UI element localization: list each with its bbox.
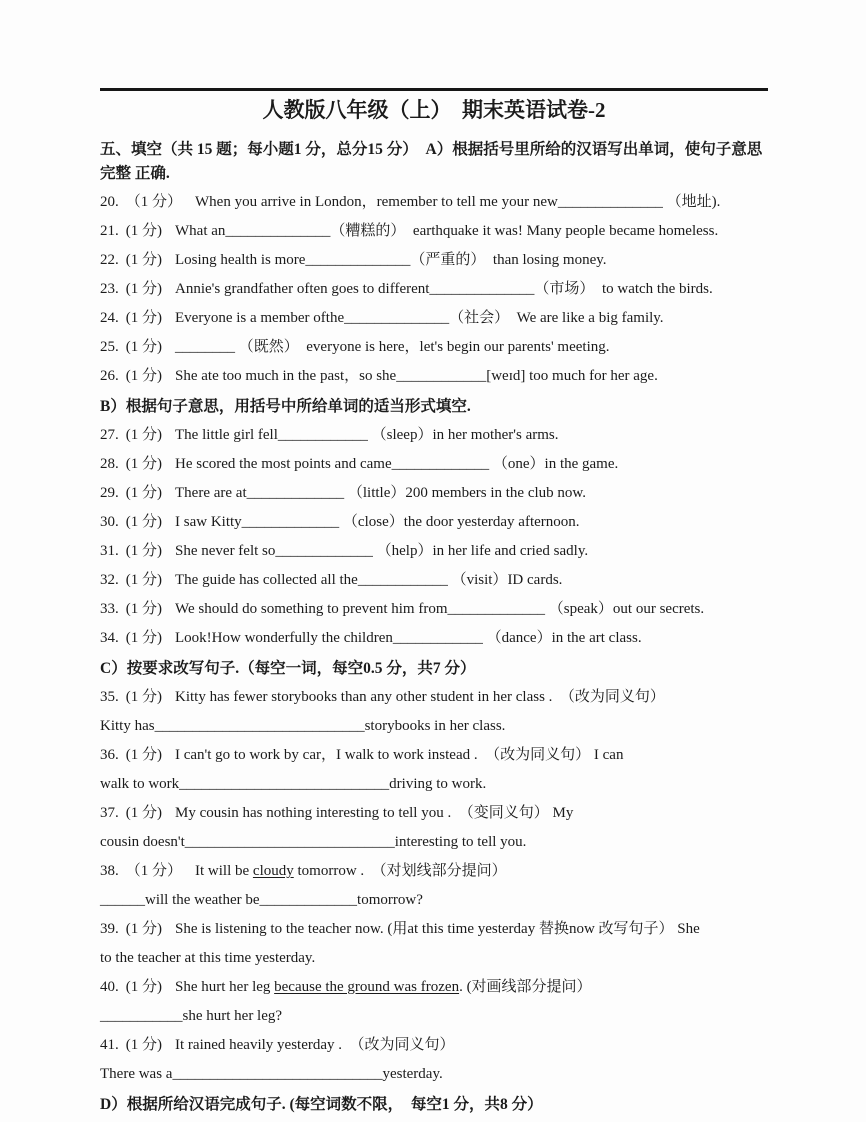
question-line <box>100 919 768 939</box>
question-score: (1 分) <box>125 747 162 763</box>
question-34 <box>100 628 768 648</box>
question-number: 28. <box>100 456 119 472</box>
question-line <box>100 279 768 299</box>
question-score: (1 分) <box>125 979 162 995</box>
chinese-hint: （糟糕的） <box>330 223 398 239</box>
question-40 <box>100 977 768 1026</box>
question-number: 27. <box>100 427 119 443</box>
question-line <box>100 832 768 852</box>
question-28 <box>100 454 768 474</box>
chinese-hint: （改为同义句） <box>357 1037 455 1053</box>
answer-blank: ______________ <box>305 252 411 268</box>
question-29 <box>100 483 768 503</box>
question-score: (1 分) <box>125 572 162 588</box>
question-text: everyone is here，let's begin our parents' meeting. <box>291 339 610 355</box>
question-line <box>100 454 768 474</box>
question-text: She ate too much in the past，so she <box>175 368 397 384</box>
question-26 <box>100 366 768 386</box>
question-number: 31. <box>100 543 119 559</box>
chinese-hint: （既然） <box>235 339 292 355</box>
chinese-hint: （close） <box>339 514 404 530</box>
question-number: 37. <box>100 805 119 821</box>
question-line <box>100 774 768 794</box>
question-text: interesting to tell you. <box>394 834 527 850</box>
question-score: (1 分) <box>125 223 162 239</box>
answer-blank: ____________________________ <box>154 718 365 734</box>
answer-blank: ________ <box>175 339 235 355</box>
question-text: than losing money. <box>477 252 607 268</box>
question-number: 21. <box>100 223 119 239</box>
question-21 <box>100 221 768 241</box>
question-line <box>100 483 768 503</box>
question-text: I can <box>590 747 624 763</box>
answer-blank: ____________________________ <box>179 776 390 792</box>
question-38 <box>100 861 768 910</box>
question-number: 41. <box>100 1037 119 1053</box>
question-24 <box>100 308 768 328</box>
question-text: She is listening to the teacher now. <box>175 921 388 937</box>
question-line <box>100 745 768 765</box>
question-line <box>100 803 768 823</box>
question-line <box>100 890 768 910</box>
question-39 <box>100 919 768 968</box>
answer-blank: _____________ <box>246 485 345 501</box>
answer-blank: ______________ <box>557 194 663 210</box>
question-number: 38. <box>100 863 119 879</box>
question-41 <box>100 1035 768 1084</box>
chinese-hint: （对划线部分提问） <box>379 863 507 879</box>
question-score: (1 分) <box>125 252 162 268</box>
chinese-hint: （改为同义句） <box>492 747 591 763</box>
question-text: cousin doesn't <box>100 834 185 850</box>
question-line <box>100 250 768 270</box>
question-number: 22. <box>100 252 119 268</box>
section-heading <box>100 395 768 419</box>
question-line <box>100 425 768 445</box>
chinese-hint: （社会） <box>449 310 502 326</box>
question-number: 32. <box>100 572 119 588</box>
section-heading <box>100 1093 768 1117</box>
question-score: (1 分) <box>125 427 162 443</box>
section-heading <box>100 657 768 681</box>
question-text: in her mother's arms. <box>432 427 559 443</box>
section-heading-text: D）根据所给汉语完成句子. (每空词数不限， 每空1 分，共8 分） <box>100 1096 543 1113</box>
question-text: in her life and cried sadly. <box>432 543 589 559</box>
question-text: to watch the birds. <box>586 281 713 297</box>
question-text: yesterday. <box>382 1066 443 1082</box>
question-text: Look!How wonderfully the children <box>175 630 393 646</box>
question-text: She never felt so <box>175 543 276 559</box>
answer-blank: ___________ <box>100 1008 183 1024</box>
question-score: (1 分) <box>125 805 162 821</box>
question-number: 33. <box>100 601 119 617</box>
underlined-text: cloudy <box>252 863 294 879</box>
answer-blank: ____________ <box>396 368 487 384</box>
question-score: (1 分) <box>125 543 162 559</box>
chinese-hint: （visit） <box>447 572 508 588</box>
question-line <box>100 1064 768 1084</box>
question-text: the door yesterday afternoon. <box>403 514 580 530</box>
question-text: There are at <box>175 485 247 501</box>
question-text: Everyone is a member ofthe <box>175 310 345 326</box>
question-text: in the art class. <box>551 630 642 646</box>
question-line <box>100 1035 768 1055</box>
question-line <box>100 861 768 881</box>
chinese-hint: （改为同义句） <box>567 689 665 705</box>
question-text: I saw Kitty <box>175 514 242 530</box>
underlined-text: because the ground was frozen <box>274 979 460 995</box>
question-score: (1 分) <box>125 921 162 937</box>
question-number: 20. <box>100 194 119 210</box>
question-text: 200 members in the club now. <box>405 485 587 501</box>
section-heading-text: B）根据句子意思，用括号中所给单词的适当形式填空. <box>100 398 471 415</box>
section-heading-text: 五、填空（共 15 题；每小题1 分，总分15 分） A）根据括号里所给的汉语写出单词，使句子意思完整 正确. <box>100 141 763 182</box>
question-text: in the game. <box>544 456 619 472</box>
question-line <box>100 308 768 328</box>
answer-blank: ____________________________ <box>184 834 395 850</box>
question-score: (1 分) <box>125 368 162 384</box>
chinese-hint: （变同义句） <box>466 805 549 821</box>
question-line <box>100 337 768 357</box>
answer-blank: ______________ <box>344 310 450 326</box>
section-heading <box>100 138 768 186</box>
question-number: 25. <box>100 339 119 355</box>
question-score: (1 分) <box>125 689 162 705</box>
chinese-hint: （one） <box>489 456 545 472</box>
document-body <box>100 88 768 1122</box>
question-33 <box>100 599 768 619</box>
question-line <box>100 628 768 648</box>
question-25 <box>100 337 768 357</box>
question-text: Kitty has fewer storybooks than any other student in her class . <box>175 689 568 705</box>
question-text: will the weather be <box>145 892 260 908</box>
question-text: When you arrive in London，remember to tell me your new <box>195 194 558 210</box>
answer-blank: ____________________________ <box>172 1066 383 1082</box>
question-22 <box>100 250 768 270</box>
question-line <box>100 366 768 386</box>
question-35 <box>100 687 768 736</box>
chinese-hint: （严重的） <box>410 252 478 268</box>
chinese-hint: (对画线部分提问） <box>466 979 592 995</box>
question-text: It rained heavily yesterday . <box>175 1037 358 1053</box>
chinese-hint: （little） <box>344 485 406 501</box>
question-text: she hurt her leg? <box>182 1008 283 1024</box>
question-text: . <box>459 979 467 995</box>
answer-blank: ______ <box>100 892 145 908</box>
question-line <box>100 716 768 736</box>
question-number: 39. <box>100 921 119 937</box>
question-text: Annie's grandfather often goes to different <box>175 281 430 297</box>
question-23 <box>100 279 768 299</box>
question-text: [weɪd] too much for her age. <box>486 368 658 384</box>
question-score: (1 分) <box>125 281 162 297</box>
chinese-hint: （市场） <box>534 281 587 297</box>
question-text: The little girl fell <box>175 427 278 443</box>
answer-blank: _____________ <box>447 601 546 617</box>
page-title: 人教版八年级（上） 期末英语试卷-2 <box>262 98 606 122</box>
question-text: The guide has collected all the <box>175 572 358 588</box>
question-32 <box>100 570 768 590</box>
question-number: 24. <box>100 310 119 326</box>
question-number: 35. <box>100 689 119 705</box>
question-text: tomorrow? <box>357 892 423 908</box>
chinese-hint: （sleep） <box>367 427 433 443</box>
question-text: storybooks in her class. <box>364 718 506 734</box>
question-number: 26. <box>100 368 119 384</box>
question-37 <box>100 803 768 852</box>
chinese-hint: （dance） <box>482 630 552 646</box>
question-number: 29. <box>100 485 119 501</box>
answer-blank: _____________ <box>241 514 340 530</box>
question-line <box>100 512 768 532</box>
question-text: earthquake it was! Many people became homeless. <box>397 223 719 239</box>
question-27 <box>100 425 768 445</box>
question-line <box>100 1006 768 1026</box>
chinese-hint: （help） <box>372 543 433 559</box>
question-score: (1 分) <box>125 601 162 617</box>
answer-blank: ____________ <box>357 572 448 588</box>
question-score: （1 分） <box>125 194 183 210</box>
question-36 <box>100 745 768 794</box>
answer-blank: _____________ <box>391 456 490 472</box>
answer-blank: ______________ <box>429 281 535 297</box>
question-20 <box>100 192 768 212</box>
question-score: (1 分) <box>125 514 162 530</box>
answer-blank: ____________ <box>277 427 368 443</box>
question-line <box>100 948 768 968</box>
chinese-hint: （地址). <box>662 194 721 210</box>
question-text: My <box>548 805 574 821</box>
question-score: (1 分) <box>125 339 162 355</box>
question-text: I can't go to work by car，I walk to work instead . <box>175 747 493 763</box>
chinese-hint: （speak） <box>545 601 613 617</box>
section-heading-text: C）按要求改写句子.（每空一词，每空0.5 分，共7 分） <box>100 660 476 677</box>
question-number: 36. <box>100 747 119 763</box>
question-text: We are like a big family. <box>501 310 664 326</box>
question-line <box>100 221 768 241</box>
answer-blank: ______________ <box>225 223 331 239</box>
question-text: to the teacher at this time yesterday. <box>100 950 316 966</box>
question-number: 30. <box>100 514 119 530</box>
chinese-hint: (用at this time yesterday 替换now 改写句子） <box>387 921 674 937</box>
question-number: 23. <box>100 281 119 297</box>
question-number: 34. <box>100 630 119 646</box>
question-score: (1 分) <box>125 1037 162 1053</box>
question-text: She hurt her leg <box>175 979 275 995</box>
question-text: We should do something to prevent him from <box>175 601 448 617</box>
header-rule <box>100 88 768 91</box>
question-line <box>100 687 768 707</box>
question-line <box>100 599 768 619</box>
question-line <box>100 570 768 590</box>
answer-blank: _____________ <box>275 543 373 559</box>
question-text: My cousin has nothing interesting to tell you . <box>175 805 467 821</box>
question-text: out our secrets. <box>612 601 705 617</box>
question-line <box>100 541 768 561</box>
question-score: (1 分) <box>125 310 162 326</box>
question-line <box>100 192 768 212</box>
question-score: (1 分) <box>125 485 162 501</box>
question-score: (1 分) <box>125 456 162 472</box>
question-number: 40. <box>100 979 119 995</box>
question-list <box>100 138 768 1117</box>
question-text: ID cards. <box>507 572 563 588</box>
question-text: driving to work. <box>389 776 487 792</box>
answer-blank: _____________ <box>259 892 358 908</box>
question-text: tomorrow . <box>293 863 380 879</box>
question-30 <box>100 512 768 532</box>
question-line <box>100 977 768 997</box>
question-score: (1 分) <box>125 630 162 646</box>
question-text: She <box>673 921 700 937</box>
question-text: There was a <box>100 1066 173 1082</box>
question-text: Kitty has <box>100 718 155 734</box>
answer-blank: ____________ <box>392 630 483 646</box>
question-text: What an <box>175 223 226 239</box>
question-text: Losing health is more <box>175 252 306 268</box>
question-score: （1 分） <box>125 863 183 879</box>
question-text: He scored the most points and came <box>175 456 392 472</box>
question-text: It will be <box>195 863 253 879</box>
question-text: walk to work <box>100 776 180 792</box>
question-31 <box>100 541 768 561</box>
